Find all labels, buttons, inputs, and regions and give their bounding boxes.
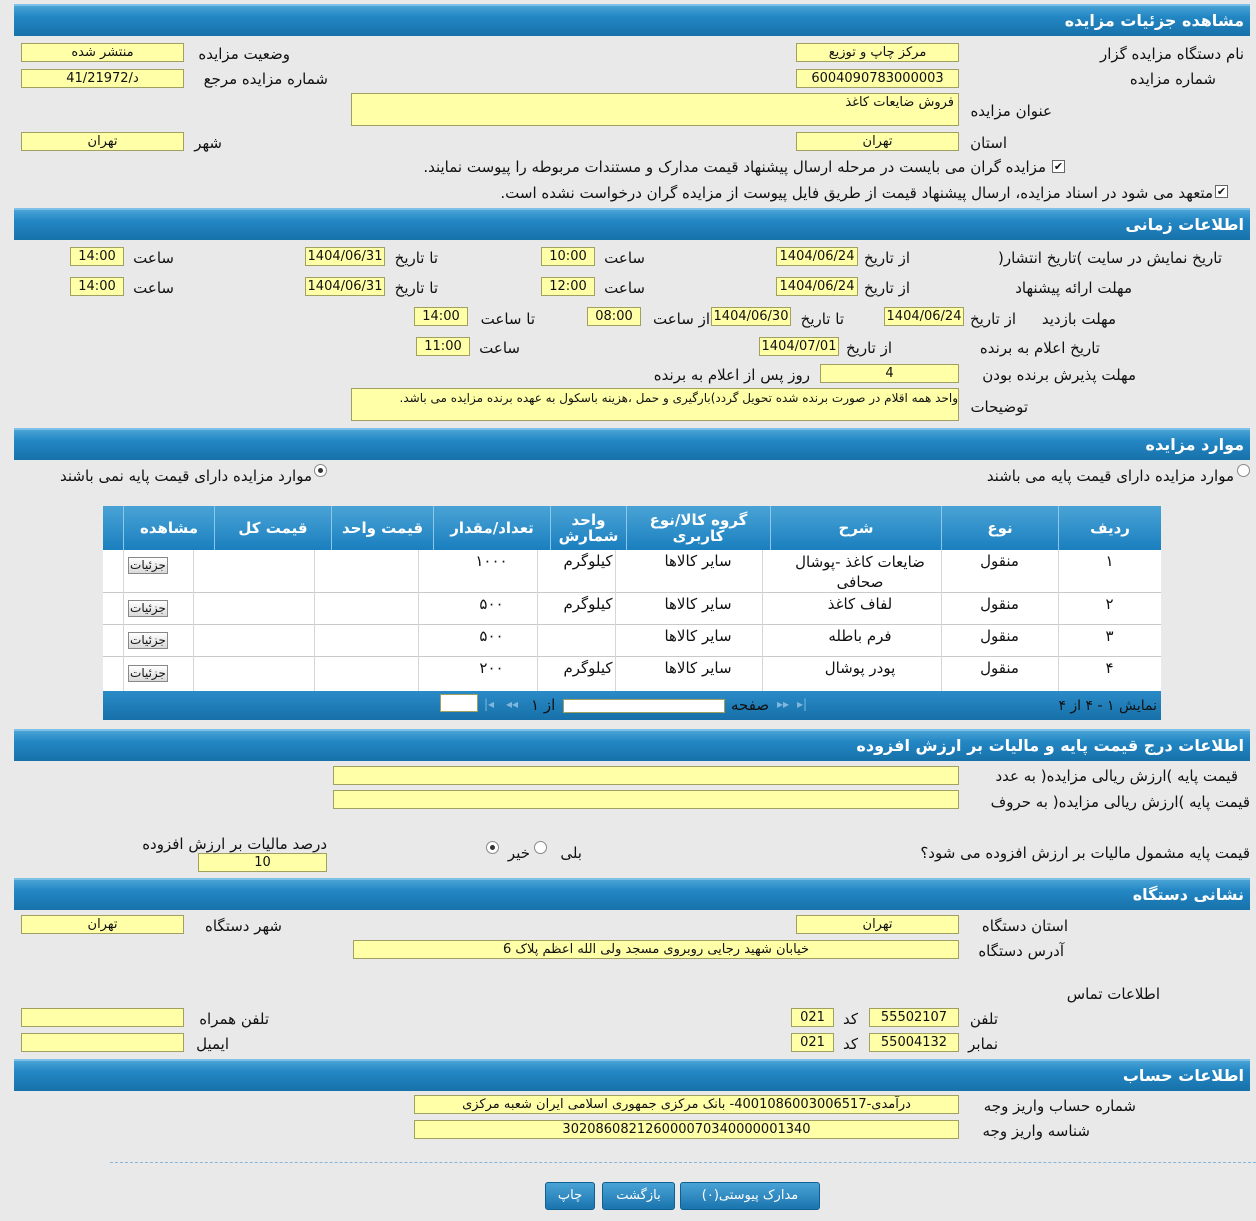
section-title: مشاهده جزئیات مزایده <box>1064 11 1244 30</box>
section-header-items <box>14 428 1250 460</box>
cell-row: ۲ <box>1105 595 1114 613</box>
phone-field[interactable]: 55502107 <box>869 1008 959 1027</box>
prev-page-icon[interactable]: ◂◂ <box>506 697 519 711</box>
email-field[interactable] <box>21 1033 184 1052</box>
cell-type: منقول <box>980 595 1019 613</box>
base-price-words-field[interactable] <box>333 790 959 809</box>
vat-yes-radio[interactable] <box>534 841 547 854</box>
mobile-field[interactable] <box>21 1008 184 1027</box>
hour-label: ساعت <box>604 249 645 267</box>
page-number-input[interactable]: 1 <box>563 699 725 713</box>
fax-label: نمابر <box>968 1035 998 1053</box>
number-field[interactable]: 6004090783000003 <box>796 69 959 88</box>
display-from-time[interactable]: 10:00 <box>541 247 595 266</box>
vat-question-label: قیمت پایه مشمول مالیات بر ارزش افزوده می شود؟ <box>920 844 1250 862</box>
first-page-icon[interactable]: ▸| <box>797 697 808 711</box>
attach-required-checkbox[interactable]: ✔ <box>1053 160 1064 173</box>
cell-group: سایر کالاها <box>664 659 732 677</box>
offer-to-date[interactable]: 1404/06/31 <box>305 277 385 296</box>
details-button[interactable]: جزئیات <box>128 600 168 617</box>
cell-unit: کیلوگرم <box>563 659 613 677</box>
notes-field[interactable]: واحد همه اقلام در صورت برنده شده تحویل گردد)بارگیری و حمل ،هزینه باسکول به عهده برنده مزایده می باشد. <box>351 388 959 421</box>
status-field[interactable]: منتشر شده <box>21 43 184 62</box>
province-label: استان <box>970 134 1007 152</box>
col-row: ردیف <box>1058 506 1161 550</box>
cell-qty: ۱۰۰۰ <box>475 552 508 570</box>
visit-deadline-label: مهلت بازدید <box>1041 310 1116 328</box>
col-unit-price: قیمت واحد <box>331 506 433 550</box>
to-date-label: تا تاریخ <box>394 279 438 297</box>
hour-label: ساعت <box>479 339 520 357</box>
col-qty: تعداد/مقدار <box>433 506 550 550</box>
page-label: صفحه <box>731 696 770 714</box>
accept-deadline-label: مهلت پذیرش برنده بودن <box>982 366 1136 384</box>
display-from-date[interactable]: 1404/06/24 <box>776 247 858 266</box>
winner-announce-label: تاریخ اعلام به برنده <box>979 339 1100 357</box>
base-price-number-field[interactable] <box>333 766 959 785</box>
cell-row: ۱ <box>1105 552 1114 570</box>
visit-from-date[interactable]: 1404/06/24 <box>884 307 964 326</box>
table-row <box>103 657 1161 691</box>
phone-code-label: کد <box>842 1010 858 1028</box>
cell-desc: پودر پوشال <box>824 659 896 677</box>
section-header-account <box>14 1059 1250 1091</box>
section-title: نشانی دستگاه <box>1132 885 1244 904</box>
offer-to-time[interactable]: 14:00 <box>70 277 124 296</box>
cell-qty: ۲۰۰ <box>479 659 504 677</box>
payment-id-field[interactable]: 302086082126000070340000001340 <box>414 1120 959 1139</box>
from-date-label: از تاریخ <box>969 310 1016 328</box>
section-header-details <box>14 4 1250 36</box>
details-button[interactable]: جزئیات <box>128 632 168 649</box>
province-field[interactable]: تهران <box>796 132 959 151</box>
details-button[interactable]: جزئیات <box>128 665 168 682</box>
last-page-icon[interactable]: |◂ <box>484 697 495 711</box>
col-total: قیمت کل <box>214 506 331 550</box>
has-base-price-label: موارد مزایده دارای قیمت پایه می باشند <box>986 467 1234 485</box>
no-attach-commit-label: متعهد می شود در اسناد مزایده، ارسال پیشنهاد قیمت از طریق فایل پیوست از مزایده گران درخواست نشده است. <box>500 184 1213 202</box>
cell-unit: کیلوگرم <box>563 552 613 570</box>
section-title: موارد مزایده <box>1145 435 1244 454</box>
cell-group: سایر کالاها <box>664 595 732 613</box>
ref-label: شماره مزایده مرجع <box>203 70 328 88</box>
no-base-price-radio[interactable] <box>314 464 327 477</box>
no-attach-commit-checkbox[interactable]: ✔ <box>1216 185 1227 198</box>
section-header-time <box>14 208 1250 240</box>
next-page-icon[interactable]: ▸▸ <box>777 697 790 711</box>
contact-info-label: اطلاعات تماس <box>1066 985 1160 1003</box>
vat-percent-label: درصد مالیات بر ارزش افزوده <box>142 835 327 853</box>
from-hour-label: از ساعت <box>653 310 710 328</box>
vat-percent-field[interactable]: 10 <box>198 853 327 872</box>
page-of-label: از ۱ <box>531 696 556 714</box>
display-date-label: تاریخ نمایش در سایت )تاریخ انتشار( <box>998 249 1222 267</box>
cell-group: سایر کالاها <box>664 552 732 570</box>
vat-no-radio[interactable] <box>486 841 499 854</box>
org-address-field[interactable]: خیابان شهید رجایی روبروی مسجد ولی الله اعظم پلاک 6 <box>353 940 959 959</box>
title-label: عنوان مزایده <box>970 102 1052 120</box>
city-label: شهر <box>194 134 222 152</box>
section-header-pricing <box>14 729 1250 761</box>
cell-qty: ۵۰۰ <box>479 627 504 645</box>
section-header-address <box>14 878 1250 910</box>
cell-desc: لفاف کاغذ <box>827 595 893 613</box>
account-number-field[interactable]: درآمدی-400108600300651​7- بانک مرکزی جمهوری اسلامی ایران شعبه مرکزی <box>414 1095 959 1114</box>
no-base-price-label: موارد مزایده دارای قیمت پایه نمی باشند <box>60 467 312 485</box>
section-title: اطلاعات زمانی <box>1125 215 1244 234</box>
col-desc: شرح <box>770 506 941 550</box>
from-date-label: از تاریخ <box>863 249 910 267</box>
cell-unit: کیلوگرم <box>563 595 613 613</box>
phone-label: تلفن <box>969 1010 998 1028</box>
to-date-label: تا تاریخ <box>394 249 438 267</box>
col-view: مشاهده <box>123 506 214 550</box>
hour-label: ساعت <box>133 279 174 297</box>
cell-type: منقول <box>980 659 1019 677</box>
display-to-time[interactable]: 14:00 <box>70 247 124 266</box>
vat-no-label: خیر <box>507 844 530 862</box>
to-hour-label: تا ساعت <box>480 310 535 328</box>
fax-field[interactable]: 55004132 <box>869 1033 959 1052</box>
winner-date[interactable]: 1404/07/01 <box>759 337 839 356</box>
has-base-price-radio[interactable] <box>1237 464 1250 477</box>
org-province-label: استان دستگاه <box>981 917 1068 935</box>
base-price-words-label: قیمت پایه )ارزش ریالی مزایده( به حروف <box>990 793 1250 811</box>
section-title: اطلاعات درج قیمت پایه و مالیات بر ارزش افزوده <box>856 736 1244 755</box>
print-button[interactable]: چاپ <box>545 1182 595 1210</box>
offer-from-time[interactable]: 12:00 <box>541 277 595 296</box>
col-type: نوع <box>941 506 1058 550</box>
status-label: وضعیت مزایده <box>198 45 290 63</box>
org-province-field[interactable]: تهران <box>796 915 959 934</box>
fax-code-label: کد <box>842 1035 858 1053</box>
details-button[interactable]: جزئیات <box>128 557 168 574</box>
phone-code-field[interactable]: 021 <box>791 1008 834 1027</box>
cell-group: سایر کالاها <box>664 627 732 645</box>
number-label: شماره مزایده <box>1129 70 1216 88</box>
display-to-date[interactable]: 1404/06/31 <box>305 247 385 266</box>
winner-time[interactable]: 11:00 <box>416 337 470 356</box>
visit-from-time[interactable]: 08:00 <box>587 307 641 326</box>
from-date-label: از تاریخ <box>845 339 892 357</box>
hour-label: ساعت <box>604 279 645 297</box>
hour-label: ساعت <box>133 249 174 267</box>
org-label: نام دستگاه مزایده گزار <box>1099 45 1244 63</box>
title-field[interactable]: فروش ضایعات کاغذ <box>351 93 959 126</box>
mobile-label: تلفن همراه <box>199 1010 269 1028</box>
table-header <box>103 506 1161 550</box>
pager-summary: نمایش ۱ - ۴ از ۴ <box>1058 698 1157 714</box>
base-price-number-label: قیمت پایه )ارزش ریالی مزایده( به عدد <box>995 767 1238 785</box>
col-unit: واحد شمارش <box>550 506 626 550</box>
page-size-input[interactable]: 20 <box>440 694 478 712</box>
from-date-label: از تاریخ <box>863 279 910 297</box>
cell-row: ۳ <box>1105 627 1114 645</box>
account-number-label: شماره حساب واریز وجه <box>983 1097 1136 1115</box>
table-row <box>103 593 1161 625</box>
notes-label: توضیحات <box>970 398 1028 416</box>
city-field[interactable]: تهران <box>21 132 184 151</box>
visit-to-date[interactable]: 1404/06/30 <box>711 307 791 326</box>
table-body <box>103 550 1161 691</box>
cell-type: منقول <box>980 552 1019 570</box>
cell-row: ۴ <box>1105 659 1114 677</box>
visit-to-time[interactable]: 14:00 <box>414 307 468 326</box>
items-table <box>103 506 1161 720</box>
cell-desc: فرم باطله <box>828 627 892 645</box>
cell-qty: ۵۰۰ <box>479 595 504 613</box>
offer-deadline-label: مهلت ارائه پیشنهاد <box>1015 279 1132 297</box>
payment-id-label: شناسه واریز وجه <box>982 1122 1090 1140</box>
org-address-label: آدرس دستگاه <box>978 942 1064 960</box>
back-button[interactable]: بازگشت <box>602 1182 675 1210</box>
vat-yes-label: بلی <box>560 844 582 862</box>
accept-days-field[interactable]: 4 <box>820 364 959 383</box>
to-date-label: تا تاریخ <box>800 310 844 328</box>
divider <box>110 1162 1256 1163</box>
col-group: گروه کالا/نوع کاربری <box>626 506 770 550</box>
section-title: اطلاعات حساب <box>1122 1066 1244 1085</box>
table-row <box>103 550 1161 593</box>
ref-field[interactable]: 41/21972/د <box>21 69 184 88</box>
table-pager <box>103 691 1161 720</box>
fax-code-field[interactable]: 021 <box>791 1033 834 1052</box>
table-row <box>103 625 1161 657</box>
org-city-label: شهر دستگاه <box>204 917 282 935</box>
offer-from-date[interactable]: 1404/06/24 <box>776 277 858 296</box>
org-field[interactable]: مرکز چاپ و توزیع <box>796 43 959 62</box>
org-city-field[interactable]: تهران <box>21 915 184 934</box>
cell-type: منقول <box>980 627 1019 645</box>
email-label: ایمیل <box>196 1035 229 1053</box>
cell-desc: ضایعات کاغذ -پوشال صحافی <box>795 553 925 591</box>
attach-required-label: مزایده گران می بایست در مرحله ارسال پیشنهاد قیمت مدارک و مستندات مربوطه را پیوست نمایند. <box>423 158 1046 176</box>
attachments-button[interactable]: مدارک پیوستی(۰) <box>680 1182 820 1210</box>
accept-days-suffix: روز پس از اعلام به برنده <box>653 366 810 384</box>
